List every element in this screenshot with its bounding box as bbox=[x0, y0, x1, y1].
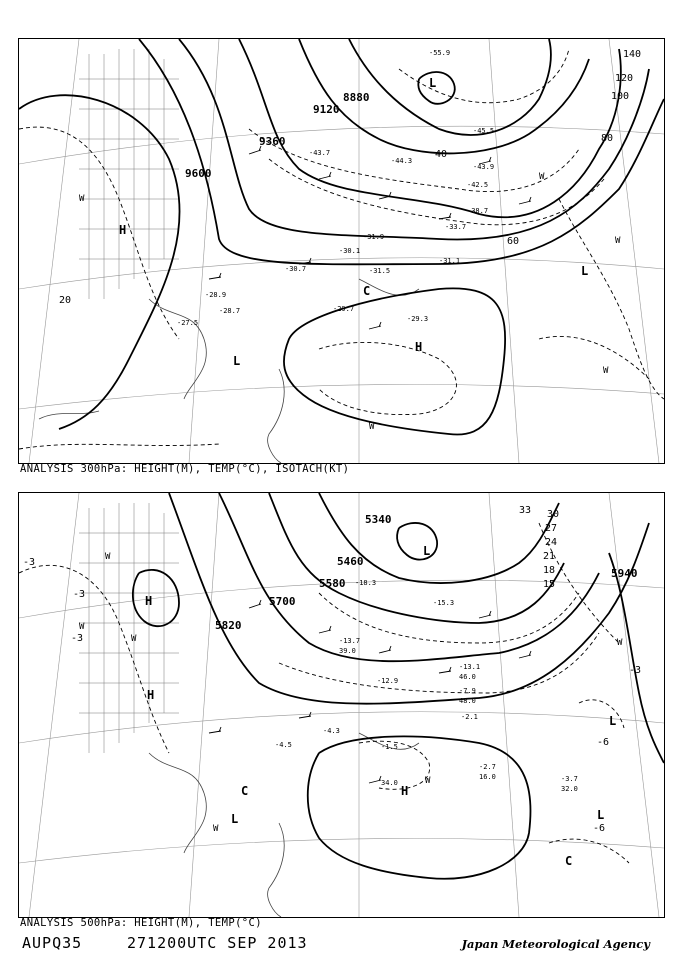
temperature-label: -45.5 bbox=[473, 127, 495, 135]
temperature-label: -29.3 bbox=[407, 315, 429, 323]
temperature-label: -55.9 bbox=[429, 49, 451, 57]
warm-mark: W bbox=[105, 552, 111, 562]
isotherm-label: 24 bbox=[545, 537, 558, 548]
station-value: -15.3 bbox=[433, 599, 455, 607]
temperature-label: -38.7 bbox=[467, 207, 489, 215]
isotach-label: 20 bbox=[59, 295, 72, 306]
temperature-label: -43.9 bbox=[473, 163, 495, 171]
height-contours bbox=[133, 493, 664, 879]
high-center: H bbox=[147, 688, 155, 702]
height-label: 5460 bbox=[337, 555, 364, 568]
temperature-label: -42.5 bbox=[467, 181, 489, 189]
isotherm-label: 21 bbox=[543, 551, 556, 562]
isotach-label: 60 bbox=[507, 236, 520, 247]
isotherm-label: -3 bbox=[629, 665, 642, 676]
low-center: L bbox=[609, 714, 617, 728]
station-value: -1.5 bbox=[381, 743, 398, 751]
temperature-label: -30.1 bbox=[339, 247, 361, 255]
isotach-label: 100 bbox=[611, 91, 630, 102]
warm-mark: W bbox=[131, 634, 137, 644]
warm-mark: W bbox=[539, 172, 545, 182]
low-center: L bbox=[581, 264, 589, 278]
cold-center: C bbox=[241, 784, 249, 798]
station-value: -7.9 bbox=[459, 687, 476, 695]
isotherm-contours bbox=[19, 523, 629, 863]
wind-barbs bbox=[209, 600, 531, 783]
height-labels bbox=[185, 91, 370, 180]
isotherm-label: 30 bbox=[547, 509, 560, 520]
isotherm-label: 27 bbox=[545, 523, 558, 534]
station-value: -2.1 bbox=[461, 713, 478, 721]
low-center: L bbox=[231, 812, 239, 826]
isotherm-labels bbox=[23, 505, 641, 834]
isotherm-label: -3 bbox=[23, 557, 36, 568]
warm-mark: W bbox=[425, 776, 431, 786]
temperature-label: -27.5 bbox=[177, 319, 199, 327]
station-value: -13.7 bbox=[339, 637, 361, 645]
caption-300hpa: ANALYSIS 300hPa: HEIGHT(M), TEMP(°C), ISOTACH(KT) bbox=[20, 463, 350, 475]
station-value: 34.0 bbox=[381, 779, 398, 787]
caption-500hpa: ANALYSIS 500hPa: HEIGHT(M), TEMP(°C) bbox=[20, 917, 262, 929]
map-300hpa-graphic bbox=[19, 39, 664, 463]
agency-name: Japan Meteorological Agency bbox=[461, 937, 650, 951]
map-500hpa-graphic bbox=[19, 493, 664, 917]
height-label: 9120 bbox=[313, 103, 340, 116]
station-values bbox=[275, 579, 578, 793]
warm-mark: W bbox=[603, 366, 609, 376]
isotherm-label: -3 bbox=[71, 633, 84, 644]
height-label: 5820 bbox=[215, 619, 242, 632]
warm-mark: W bbox=[617, 638, 623, 648]
isotach-label: 140 bbox=[623, 49, 642, 60]
isotherm-label: 15 bbox=[543, 579, 556, 590]
station-value: -2.7 bbox=[479, 763, 496, 771]
isotach-label: 80 bbox=[601, 133, 614, 144]
warm-cold-marks bbox=[79, 172, 621, 432]
height-label: 5580 bbox=[319, 577, 346, 590]
height-label: 8880 bbox=[343, 91, 370, 104]
temperature-label: -29.7 bbox=[333, 305, 355, 313]
temperature-label: -43.7 bbox=[309, 149, 331, 157]
temperature-label: -44.3 bbox=[391, 157, 413, 165]
low-center: L bbox=[423, 544, 431, 558]
station-value: -13.1 bbox=[459, 663, 481, 671]
high-center: H bbox=[415, 340, 423, 354]
station-value: -3.7 bbox=[561, 775, 578, 783]
map-panel-500hpa bbox=[18, 492, 665, 918]
warm-mark: W bbox=[79, 194, 85, 204]
station-value: 46.0 bbox=[459, 673, 476, 681]
coastline bbox=[149, 733, 419, 917]
height-label: 5340 bbox=[365, 513, 392, 526]
temperature-label: -31.5 bbox=[369, 267, 391, 275]
height-label: 5700 bbox=[269, 595, 296, 608]
station-value: -18.3 bbox=[355, 579, 377, 587]
map-panel-300hpa bbox=[18, 38, 665, 464]
high-center: H bbox=[119, 223, 127, 237]
height-labels bbox=[215, 513, 638, 632]
low-center: L bbox=[597, 808, 605, 822]
height-contours bbox=[19, 39, 664, 435]
station-value: 16.0 bbox=[479, 773, 496, 781]
height-label: 9600 bbox=[185, 167, 212, 180]
warm-mark: W bbox=[615, 236, 621, 246]
temperature-label: -28.9 bbox=[205, 291, 227, 299]
isotach-label: 120 bbox=[615, 73, 634, 84]
land-hatching bbox=[79, 503, 179, 753]
high-center: H bbox=[401, 784, 409, 798]
height-label: 5940 bbox=[611, 567, 638, 580]
cold-center: C bbox=[363, 284, 371, 298]
high-center: H bbox=[145, 594, 153, 608]
warm-mark: W bbox=[213, 824, 219, 834]
station-value: 48.0 bbox=[459, 697, 476, 705]
cold-center: C bbox=[565, 854, 573, 868]
station-value: -4.3 bbox=[323, 727, 340, 735]
product-code: AUPQ35 bbox=[22, 934, 83, 952]
station-value: 39.0 bbox=[339, 647, 356, 655]
isotherm-label: -3 bbox=[73, 589, 86, 600]
isotach-labels bbox=[59, 49, 641, 306]
warm-mark: W bbox=[369, 422, 375, 432]
land-hatching bbox=[79, 49, 179, 299]
temperature-label: -33.7 bbox=[445, 223, 467, 231]
isotherm-label: -6 bbox=[593, 823, 606, 834]
warm-cold-marks bbox=[79, 552, 623, 834]
temperature-label: -30.7 bbox=[285, 265, 307, 273]
low-center: L bbox=[429, 76, 437, 90]
station-value: -12.9 bbox=[377, 677, 399, 685]
station-value: -4.5 bbox=[275, 741, 292, 749]
height-label: 9360 bbox=[259, 135, 286, 148]
valid-time: 271200UTC SEP 2013 bbox=[127, 934, 308, 952]
isotach-label: 40 bbox=[435, 149, 448, 160]
warm-mark: W bbox=[79, 622, 85, 632]
low-center: L bbox=[233, 354, 241, 368]
temperature-label: -31.1 bbox=[439, 257, 461, 265]
isotherm-label: 18 bbox=[543, 565, 556, 576]
temperature-label: -31.9 bbox=[363, 233, 385, 241]
temperature-label: -28.7 bbox=[219, 307, 241, 315]
temperature-labels bbox=[177, 49, 494, 327]
isotherm-label: -6 bbox=[597, 737, 610, 748]
station-value: 32.0 bbox=[561, 785, 578, 793]
isotherm-label: 33 bbox=[519, 505, 532, 516]
